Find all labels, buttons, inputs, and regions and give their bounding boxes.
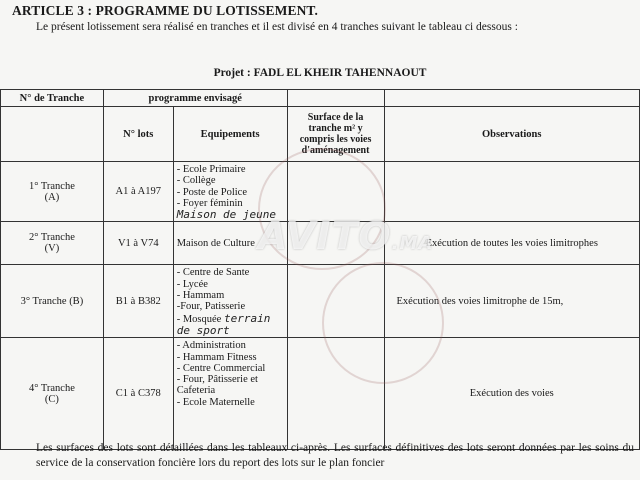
header-tranche: N° de Tranche (1, 90, 104, 107)
lots-cell: V1 à V74 (103, 222, 173, 265)
header-empty-2 (384, 90, 640, 107)
equipement-item: Maison de Culture (176, 237, 255, 249)
equipement-item: - Poste de Police (176, 186, 247, 198)
header-programme: programme envisagé (103, 90, 287, 107)
tranche-label: 4° Tranche (28, 382, 75, 394)
equipement-item: Cafeteria (176, 385, 216, 397)
lots-cell: A1 à A197 (103, 162, 173, 222)
header-row-1 (1, 90, 640, 107)
handwritten-annotation: Maison de jeune (176, 208, 277, 222)
tranche-label: 2° Tranche (28, 232, 75, 244)
header-empty-1 (287, 90, 384, 107)
tranche-code: (V) (44, 243, 60, 255)
equipement-item: - Administration (176, 340, 246, 352)
observation-cell: Exécution des voies limitrophe de 15m, (384, 265, 640, 338)
equipement-item: - Four, Pâtisserie et (176, 374, 258, 386)
equipement-item: - Foyer féminin Maison de jeune (176, 197, 277, 222)
equipement-item: - Lycée (176, 278, 208, 290)
tranche-cell (1, 222, 104, 265)
article-intro: Le présent lotissement sera réalisé en tranches et il est divisé en 4 tranches suivant le tableau ci dessous : (36, 21, 518, 33)
lots-cell: C1 à C378 (103, 338, 173, 450)
equipement-item: - Centre Commercial (176, 362, 266, 374)
observation-cell (384, 162, 640, 222)
tranche-cell (1, 265, 104, 338)
tranche-code: (B) (69, 295, 84, 307)
tranche-cell (1, 338, 104, 450)
header-equipements: Equipements (173, 107, 287, 162)
equipement-item: - Hammam (176, 290, 225, 302)
observation-cell: Exécution des voies (384, 338, 640, 450)
header-lots: N° lots (103, 107, 173, 162)
equipement-item: -Four, Patisserie (176, 301, 246, 313)
equipements-cell (173, 338, 287, 450)
avito-watermark: AVITO.MA (258, 214, 434, 258)
footer-paragraph: Les surfaces des lots sont détaillées dans les tableaux ci-après. Les surfaces définitives des lots seront données par les soins du service de la conservation foncière lors du report des lots sur le plan foncier (36, 442, 634, 469)
equipements-cell (173, 265, 287, 338)
observation-cell: Exécution de toutes les voies limitrophes (384, 222, 640, 265)
equipement-item: - Hammam Fitness (176, 351, 257, 363)
equipement-item: - Ecole Maternelle (176, 396, 255, 408)
equipement-item: - Centre de Sante (176, 267, 250, 279)
table-row (1, 265, 640, 338)
header-surface: Surface de la tranche m² y compris les voies d'aménagement (287, 107, 384, 162)
tranche-label: 1° Tranche (28, 180, 75, 192)
equipement-item: - Collège (176, 175, 216, 187)
equipement-item: - Mosquée terrain de sport (176, 311, 271, 337)
table-row (1, 338, 640, 450)
header-observations: Observations (384, 107, 640, 162)
article-title: ARTICLE 3 : PROGRAMME DU LOTISSEMENT. (12, 3, 318, 18)
project-title: Projet : FADL EL KHEIR TAHENNAOUT (213, 67, 427, 79)
equipement-item: - Ecole Primaire (176, 164, 246, 175)
header-empty-3 (1, 107, 104, 162)
official-stamp (322, 262, 444, 384)
tranche-code: (C) (44, 393, 59, 405)
lots-cell: B1 à B382 (103, 265, 173, 338)
tranche-label: 3° Tranche (20, 295, 67, 307)
handwritten-annotation: terrain de sport (176, 311, 271, 337)
tranche-cell (1, 162, 104, 222)
tranche-code: (A) (44, 191, 60, 203)
